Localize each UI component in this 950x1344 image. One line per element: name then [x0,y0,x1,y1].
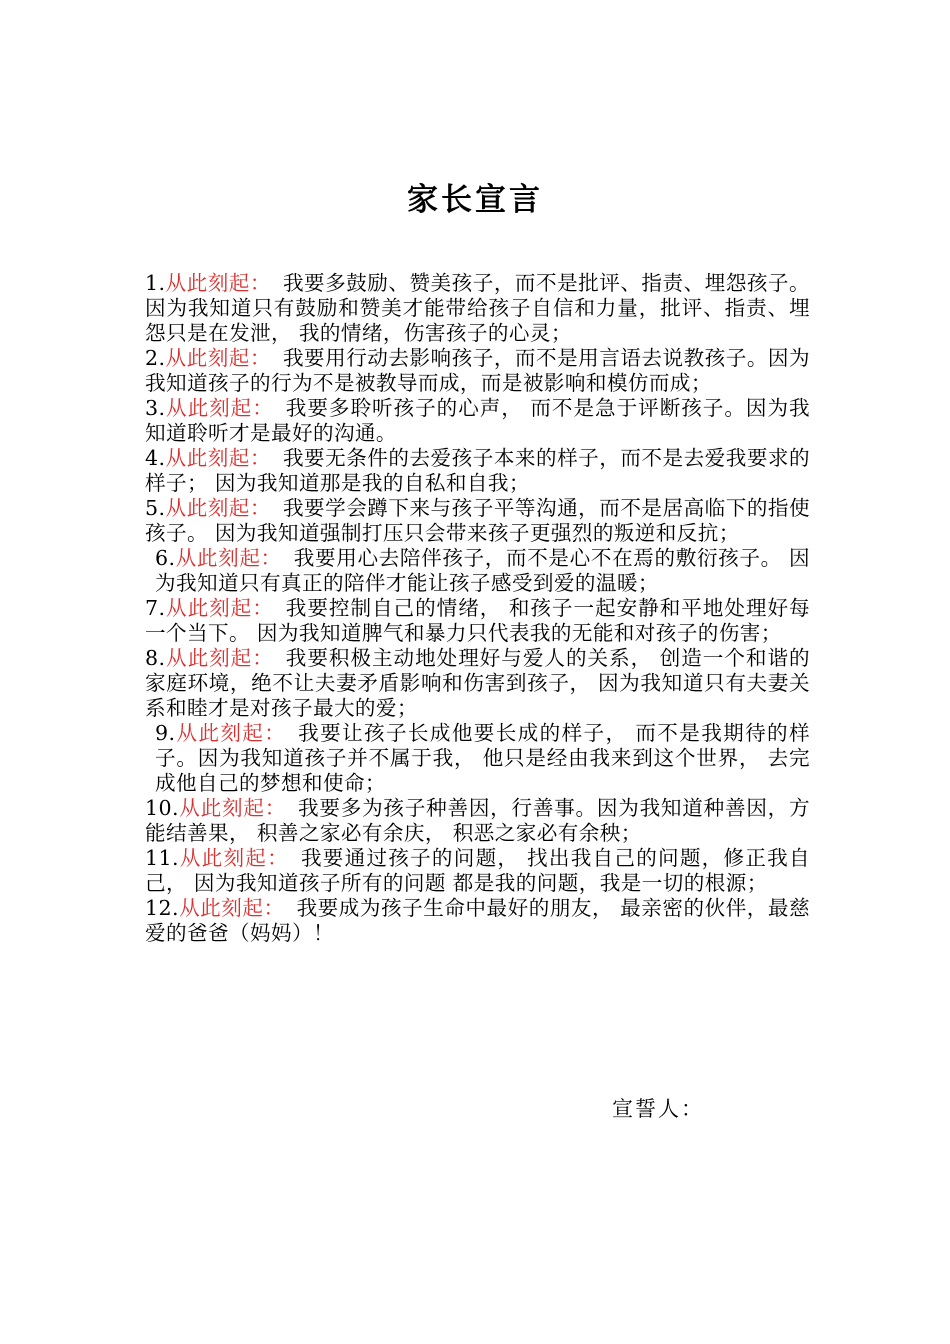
pledge-text: 我要控制自己的情绪， 和孩子一起安静和平地处理好每一个当下。 因为我知道脾气和暴力只代表我的无能和对孩子的伤害； [145,596,810,645]
pledge-item [145,646,810,721]
pledge-lead: 从此刻起： [165,496,271,520]
pledge-number: 3. [145,396,166,420]
pledge-number: 10. [145,796,179,820]
pledge-text: 我要让孩子长成他要长成的样子， 而不是我期待的样子。因为我知道孩子并不属于我， 他只是经由我来到这个世界， 去完成他自己的梦想和使命； [155,721,810,795]
pledge-item [145,796,810,846]
pledge-number: 8. [145,646,166,670]
pledge-number: 12. [145,896,179,920]
pledge-text: 我要积极主动地处理好与爱人的关系， 创造一个和谐的家庭环境，绝不让夫妻矛盾影响和伤害到孩子， 因为我知道只有夫妻关系和睦才是对孩子最大的爱； [145,646,810,720]
pledge-item [145,596,810,646]
pledge-lead: 从此刻起： [178,796,287,820]
pledge-lead: 从此刻起： [178,896,285,920]
pledge-item [145,271,810,346]
pledge-item [145,346,810,396]
pledge-text: 我要多为孩子种善因，行善事。因为我知道种善因，方能结善果， 积善之家必有余庆， 积恶之家必有余秧； [145,796,810,845]
pledge-lead: 从此刻起： [178,846,289,870]
pledge-number: 6. [155,546,176,570]
pledge-text: 我要用心去陪伴孩子，而不是心不在焉的敷衍孩子。 因为我知道只有真正的陪伴才能让孩子感受到爱的温暖； [155,546,810,595]
pledge-text: 我要无条件的去爱孩子本来的样子，而不是去爱我要求的样子； 因为我知道那是我的自私和自我； [145,446,810,495]
pledge-text: 我要多聆听孩子的心声， 而不是急于评断孩子。因为我知道聆听才是最好的沟通。 [145,396,810,445]
pledge-item [145,446,810,496]
pledge-text: 我要多鼓励、赞美孩子，而不是批评、指责、埋怨孩子。 因为我知道只有鼓励和赞美才能带给孩子自信和力量，批评、指责、埋怨只是在发泄， 我的情绪，伤害孩子的心灵； [145,271,810,345]
pledge-number: 2. [145,346,166,370]
pledge-item [145,896,810,946]
pledge-lead: 从此刻起： [165,646,274,670]
pledge-lead: 从此刻起： [165,596,274,620]
pledge-item [145,546,810,596]
page-title: 家长宣言 [407,182,543,218]
pledge-item [145,496,810,546]
pledge-number: 7. [145,596,166,620]
pledge-lead: 从此刻起： [165,396,274,420]
pledge-item [145,396,810,446]
pledge-lead: 从此刻起： [165,446,271,470]
pledge-list [145,271,810,946]
pledge-lead: 从此刻起： [175,721,287,745]
pledge-number: 9. [155,721,176,745]
pledge-lead: 从此刻起： [165,346,271,370]
pledge-text: 我要学会蹲下来与孩子平等沟通，而不是居高临下的指使孩子。 因为我知道强制打压只会带来孩子更强烈的叛逆和反抗； [145,496,810,545]
signature-label: 宣誓人： [612,1097,704,1121]
pledge-number: 4. [145,446,166,470]
pledge-text: 我要用行动去影响孩子，而不是用言语去说教孩子。因为我知道孩子的行为不是被教导而成，而是被影响和模仿而成； [145,346,810,395]
pledge-text: 我要通过孩子的问题， 找出我自己的问题，修正我自己， 因为我知道孩子所有的问题 都是我的问题，我是一切的根源； [145,846,810,895]
pledge-lead: 从此刻起： [165,271,271,295]
pledge-text: 我要成为孩子生命中最好的朋友， 最亲密的伙伴，最慈爱的爸爸（妈妈）！ [145,896,810,945]
pledge-number: 5. [145,496,166,520]
pledge-number: 11. [145,846,179,870]
pledge-number: 1. [145,271,166,295]
pledge-item [145,846,810,896]
pledge-item [145,721,810,796]
pledge-lead: 从此刻起： [175,546,282,570]
